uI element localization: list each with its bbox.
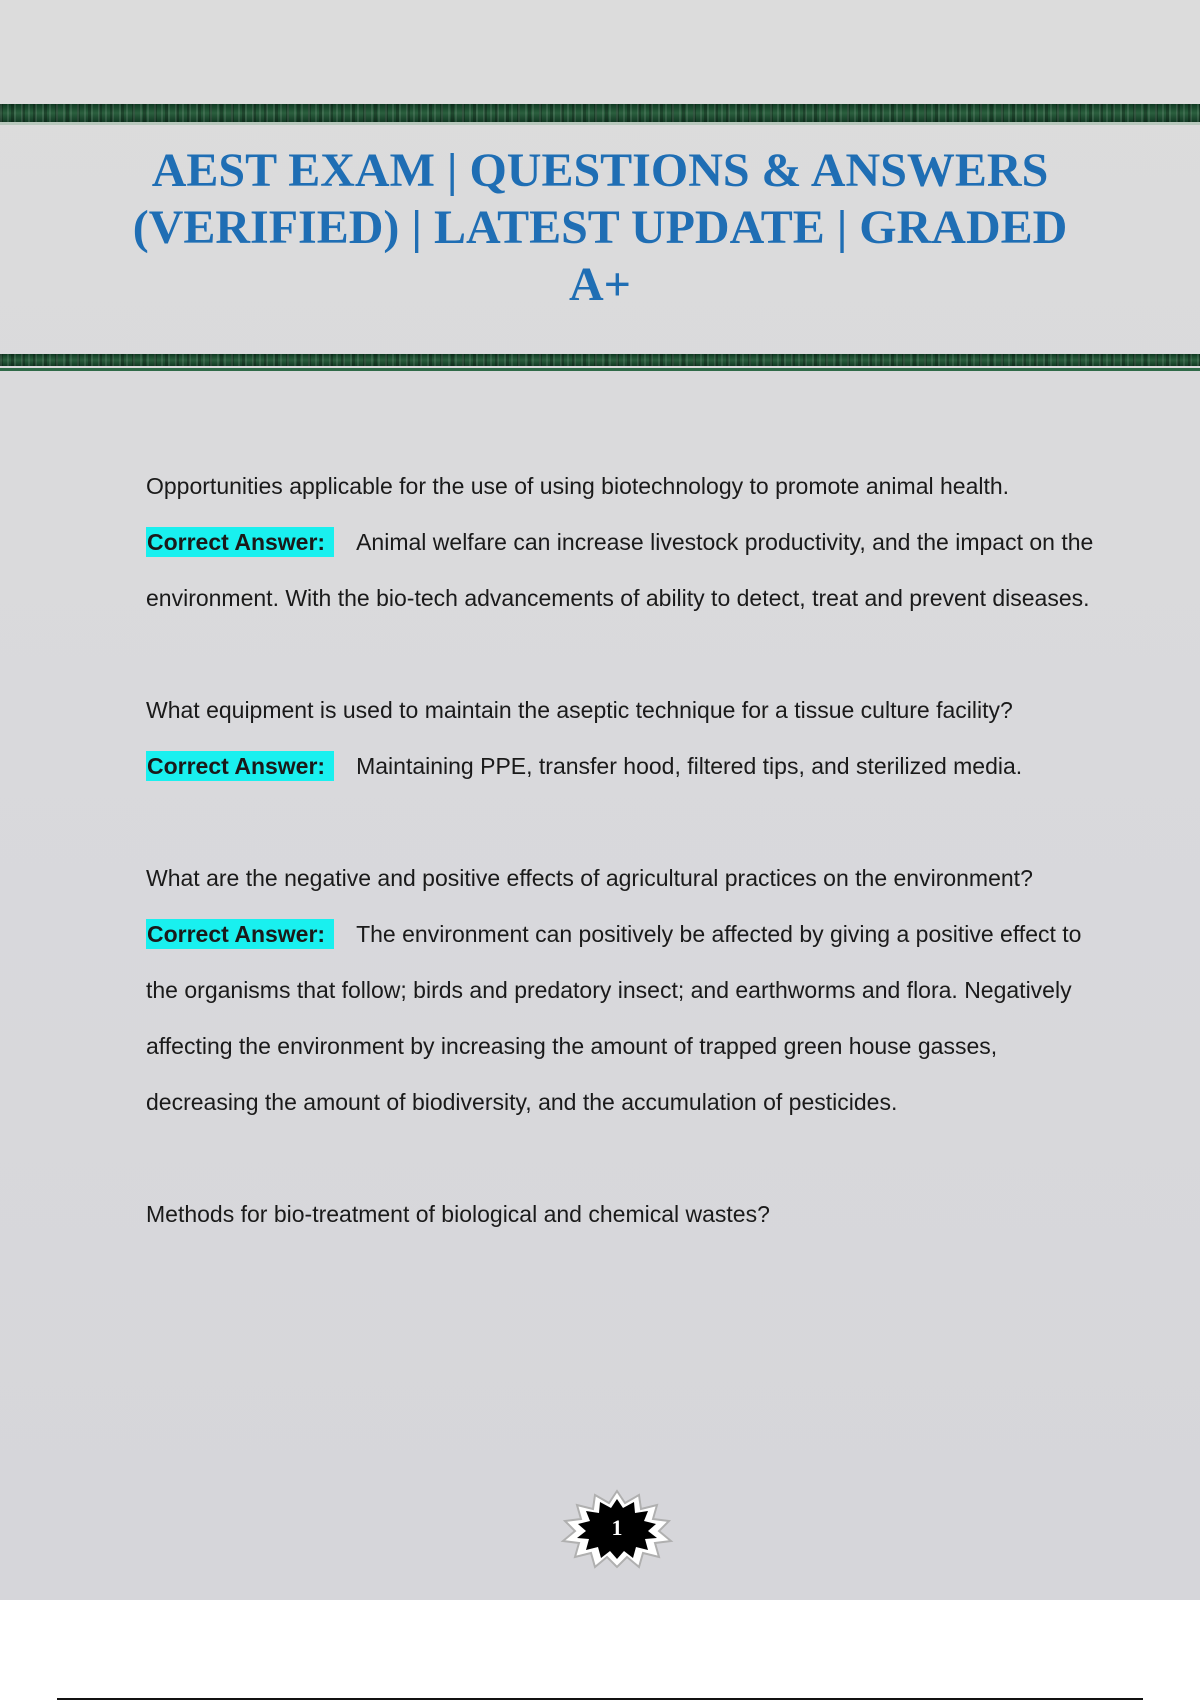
header-top-band-edge xyxy=(0,122,1200,125)
answer-body: Maintaining PPE, transfer hood, filtered tips, and sterilized media. xyxy=(356,753,1023,779)
qa-item xyxy=(146,850,1096,1130)
correct-answer-label: Correct Answer: xyxy=(146,527,334,557)
qa-item xyxy=(146,458,1096,626)
page-title: AEST EXAM | QUESTIONS & ANSWERS (VERIFIED) | LATEST UPDATE | GRADED A+ xyxy=(132,144,1068,311)
correct-answer-label: Correct Answer: xyxy=(146,751,334,781)
qa-item xyxy=(146,1186,1096,1242)
header-top-band xyxy=(0,104,1200,122)
answer-body: The environment can positively be affected by giving a positive effect to the organisms that follow; birds and predatory insect; and earthworms and flora. Negatively affecting the environment by increasing the amount of trapped green house gasses, decreasing the amount of biodiversity, and the accumulation of pesticides. xyxy=(146,921,1082,1115)
header-bottom-band-edge xyxy=(0,368,1200,371)
correct-answer-label: Correct Answer: xyxy=(146,919,334,949)
question-text: Methods for bio-treatment of biological and chemical wastes? xyxy=(146,1201,770,1227)
answer-text xyxy=(146,906,1096,1130)
header-bottom-band xyxy=(0,354,1200,366)
question-text: What are the negative and positive effects of agricultural practices on the environment? xyxy=(146,865,1033,891)
answer-body: Animal welfare can increase livestock productivity, and the impact on the environment. With the bio-tech advancements of ability to detect, treat and prevent diseases. xyxy=(146,529,1094,611)
question-text: Opportunities applicable for the use of using biotechnology to promote animal health. xyxy=(146,473,1010,499)
answer-text xyxy=(146,514,1096,626)
page-number: 1 xyxy=(611,1515,623,1540)
qa-content xyxy=(146,458,1096,1265)
question-text: What equipment is used to maintain the aseptic technique for a tissue culture facility? xyxy=(146,697,1013,723)
answer-text xyxy=(146,738,1096,794)
qa-item xyxy=(146,682,1096,794)
